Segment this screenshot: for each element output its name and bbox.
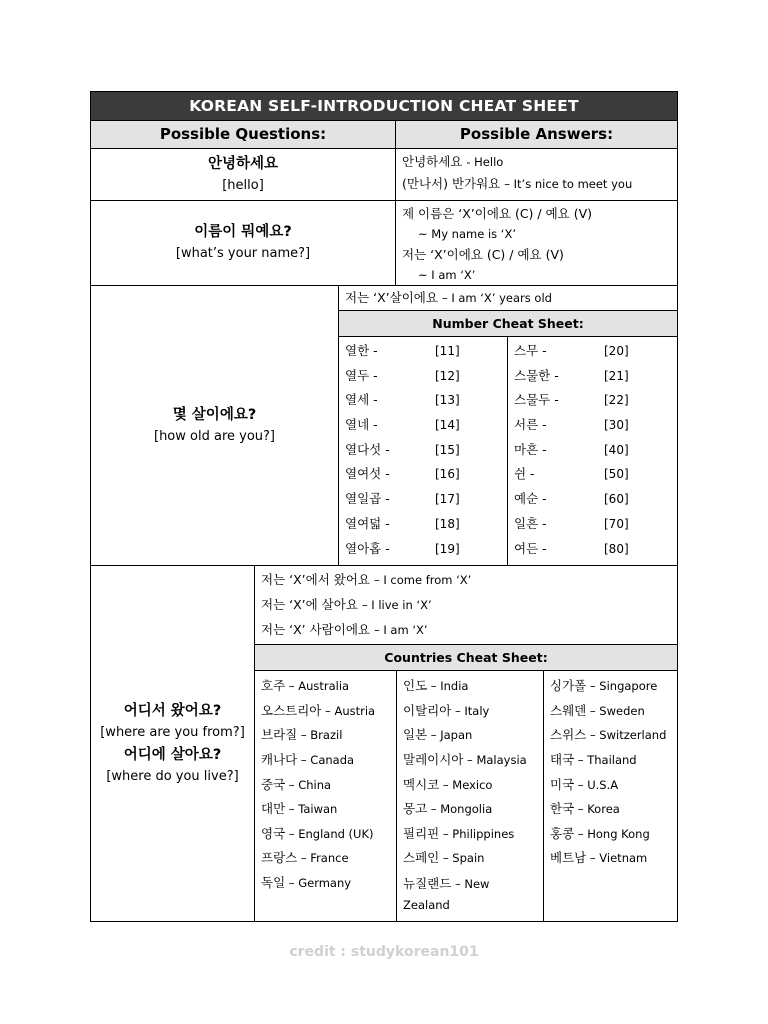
number-korean: 스물한 -: [514, 367, 559, 383]
country-item: [261, 748, 392, 773]
country-item: [403, 846, 539, 871]
number-row: [514, 364, 677, 389]
country-korean: 이탈리아: [403, 702, 452, 718]
country-separator: –: [574, 826, 588, 841]
country-english: Philippines: [452, 826, 515, 841]
number-value: [20]: [604, 344, 629, 358]
country-korean: 일본: [403, 727, 428, 743]
country-separator: –: [439, 851, 453, 866]
answer-line: 제 이름은 ‘X’이에요 (C) / 예요 (V): [402, 206, 593, 221]
age-answer-line: [339, 286, 677, 311]
country-korean: 오스트리아: [261, 702, 322, 718]
number-row: [514, 462, 677, 487]
country-separator: –: [574, 777, 588, 792]
country-korean: 브라질: [261, 727, 298, 743]
country-korean: 스웨덴: [550, 702, 587, 718]
answer-line: [402, 151, 671, 173]
country-korean: 영국: [261, 825, 286, 841]
name-row: [91, 201, 677, 286]
country-english: Spain: [452, 851, 485, 866]
number-korean: 열여섯 -: [345, 466, 390, 482]
number-row: [345, 339, 507, 364]
hello-row: [91, 149, 677, 201]
answers-header: Possible Answers:: [459, 125, 614, 143]
answer-translation: ~ My name is ‘X’: [418, 227, 516, 241]
hello-question: [91, 149, 396, 200]
country-item: [261, 674, 392, 699]
number-korean: 열네 -: [345, 417, 378, 433]
country-english: France: [310, 851, 349, 866]
country-korean: 독일: [261, 875, 286, 891]
country-korean: 스페인: [403, 850, 440, 866]
number-row: [345, 413, 507, 438]
answer-line: 저는 ‘X’이에요 (C) / 예요 (V): [402, 247, 564, 262]
countries-column-2: [397, 671, 544, 921]
country-item: [550, 699, 673, 724]
country-korean: 뉴질랜드: [403, 876, 452, 892]
number-value: [40]: [604, 442, 629, 457]
number-row: [345, 537, 507, 562]
country-korean: 캐나다: [261, 752, 298, 768]
country-separator: –: [586, 728, 600, 743]
country-korean: 싱가폴: [550, 678, 587, 694]
country-korean: 베트남: [550, 850, 587, 866]
country-item: [261, 846, 392, 871]
question-korean: 몇 살이에요?: [172, 406, 257, 423]
hello-answers: [396, 149, 677, 200]
name-question: [91, 201, 396, 285]
number-row: [514, 487, 677, 512]
countries-grid: [255, 671, 677, 921]
country-english: Hong Kong: [587, 826, 650, 841]
number-grid: [339, 337, 677, 565]
answer-translation: ~ I am ‘X’: [418, 268, 476, 282]
country-english: Mexico: [452, 777, 493, 792]
country-separator: –: [586, 679, 600, 694]
number-korean: 열세 -: [345, 392, 378, 408]
countries-cheat-sheet-title: Countries Cheat Sheet:: [255, 645, 677, 671]
number-value: [11]: [435, 344, 460, 358]
name-answers: [396, 201, 677, 285]
country-separator: –: [297, 728, 311, 743]
country-korean: 스위스: [550, 727, 587, 743]
country-english: India: [440, 679, 469, 694]
country-separator: –: [451, 703, 465, 718]
question-korean: 어디에 살아요?: [123, 746, 222, 763]
number-korean: 열일곱 -: [345, 491, 390, 507]
number-row: [345, 462, 507, 487]
question-english: [where do you live?]: [106, 768, 239, 784]
answer-english: – I am ‘X’: [373, 622, 428, 637]
age-question: [91, 286, 339, 565]
question-korean: 이름이 뭐예요?: [194, 224, 292, 240]
country-separator: –: [586, 851, 600, 866]
number-value: [19]: [435, 541, 460, 556]
number-korean: 서른 -: [514, 417, 547, 433]
country-separator: –: [285, 802, 299, 817]
question-english: [where are you from?]: [100, 724, 245, 740]
country-item: [403, 822, 539, 847]
country-row: [91, 566, 677, 921]
header-row: [91, 121, 677, 149]
country-separator: –: [285, 876, 299, 891]
number-row: [514, 438, 677, 463]
number-korean: 여든 -: [514, 540, 547, 556]
country-english: Japan: [440, 728, 473, 743]
country-answers: [255, 566, 677, 921]
country-question: [91, 566, 255, 921]
country-english: China: [298, 777, 332, 792]
country-english: Australia: [298, 679, 350, 694]
country-item: [550, 773, 673, 798]
answer-english: – I come from ‘X’: [373, 573, 472, 588]
answer-line: [261, 618, 671, 643]
country-korean: 말레이시아: [403, 752, 464, 768]
number-value: [21]: [604, 368, 629, 383]
number-row: [345, 512, 507, 537]
country-item: [261, 822, 392, 847]
country-english: Austria: [334, 703, 376, 718]
country-item: [261, 797, 392, 822]
country-separator: –: [427, 802, 441, 817]
answer-korean: (만나서) 반가워요: [402, 176, 505, 191]
number-value: [30]: [604, 418, 629, 433]
number-row: [514, 512, 677, 537]
number-value: [17]: [435, 492, 460, 507]
number-column-left: [339, 337, 508, 565]
number-korean: 쉰 -: [514, 466, 535, 482]
country-english: Malaysia: [476, 753, 527, 768]
question-english: [how old are you?]: [154, 428, 275, 444]
number-row: [514, 537, 677, 562]
answer-korean: 안녕하세요: [402, 154, 467, 169]
number-row: [345, 364, 507, 389]
country-english: Switzerland: [599, 728, 667, 743]
number-value: [60]: [604, 492, 629, 507]
country-english: Germany: [298, 876, 352, 891]
answer-english: – I am ‘X’ years old: [441, 291, 552, 305]
country-separator: –: [586, 703, 600, 718]
country-separator: –: [463, 753, 477, 768]
answer-english: – It’s nice to meet you: [504, 177, 633, 191]
questions-header: Possible Questions:: [91, 121, 396, 148]
country-item: [550, 674, 673, 699]
country-item: [261, 773, 392, 798]
country-korean: 프랑스: [261, 850, 298, 866]
sheet-title: KOREAN SELF-INTRODUCTION CHEAT SHEET: [91, 92, 677, 121]
answer-line: [261, 593, 671, 618]
country-korean: 태국: [550, 752, 575, 768]
answer-korean: 저는 ‘X’살이에요: [345, 290, 442, 305]
age-answers: [339, 286, 677, 565]
country-english: Mongolia: [440, 802, 493, 817]
country-item: [261, 699, 392, 724]
country-english: Taiwan: [298, 802, 338, 817]
answer-english: - Hello: [466, 155, 504, 169]
country-item: [550, 797, 673, 822]
answer-line: [261, 568, 671, 593]
country-separator: –: [321, 703, 335, 718]
number-value: [50]: [604, 467, 629, 482]
number-korean: 스물두 -: [514, 392, 559, 408]
number-value: [16]: [435, 467, 460, 482]
country-separator: –: [439, 826, 453, 841]
country-separator: –: [574, 802, 588, 817]
country-english: England (UK): [298, 826, 374, 841]
number-row: [514, 413, 677, 438]
number-value: [13]: [435, 393, 460, 408]
country-item: [261, 871, 392, 896]
country-item: [403, 674, 539, 699]
number-cheat-sheet-title: Number Cheat Sheet:: [339, 311, 677, 337]
country-korean: 호주: [261, 678, 286, 694]
number-row: [514, 339, 677, 364]
credit-text: credit : studykorean101: [289, 944, 479, 960]
country-answer-lines: [255, 566, 677, 645]
answer-korean: 저는 ‘X’에서 왔어요: [261, 572, 374, 588]
answer-line: [402, 173, 671, 195]
country-item: [550, 822, 673, 847]
country-separator: –: [427, 679, 441, 694]
number-value: [15]: [435, 442, 460, 457]
number-row: [345, 487, 507, 512]
country-item: [403, 797, 539, 822]
number-korean: 열다섯 -: [345, 441, 390, 457]
country-english: Italy: [464, 703, 490, 718]
number-value: [12]: [435, 368, 460, 383]
number-row: [514, 388, 677, 413]
country-english: Sweden: [599, 703, 645, 718]
country-english: Thailand: [587, 753, 637, 768]
country-korean: 인도: [403, 678, 428, 694]
answer-korean: 저는 ‘X’ 사람이에요: [261, 621, 374, 637]
country-english: New Zealand: [403, 877, 490, 912]
country-separator: –: [285, 826, 299, 841]
number-row: [345, 388, 507, 413]
number-korean: 열한 -: [345, 343, 378, 358]
country-korean: 미국: [550, 776, 575, 792]
country-separator: –: [285, 679, 299, 694]
answer-english: – I live in ‘X’: [361, 597, 432, 612]
country-korean: 중국: [261, 776, 286, 792]
country-separator: –: [451, 877, 465, 892]
cheat-sheet-table: [90, 91, 678, 922]
country-korean: 대만: [261, 801, 286, 817]
number-korean: 예순 -: [514, 491, 547, 507]
question-korean: 어디서 왔어요?: [123, 702, 222, 719]
country-separator: –: [574, 753, 588, 768]
country-english: Brazil: [310, 728, 343, 743]
number-column-right: [508, 337, 677, 565]
question-korean: 안녕하세요: [207, 155, 279, 172]
number-value: [22]: [604, 393, 629, 408]
country-item: [550, 846, 673, 871]
country-korean: 몽고: [403, 801, 428, 817]
country-english: Vietnam: [599, 851, 648, 866]
number-korean: 스무 -: [514, 343, 547, 358]
number-korean: 마흔 -: [514, 441, 547, 457]
number-korean: 열여덟 -: [345, 515, 390, 531]
country-item: [261, 723, 392, 748]
country-separator: –: [427, 728, 441, 743]
country-separator: –: [297, 851, 311, 866]
country-english: Singapore: [599, 679, 658, 694]
country-korean: 홍콩: [550, 825, 575, 841]
country-item: [403, 773, 539, 798]
country-item: [403, 871, 539, 915]
country-item: [403, 723, 539, 748]
number-value: [14]: [435, 418, 460, 433]
question-english: [what’s your name?]: [175, 246, 311, 261]
answer-korean: 저는 ‘X’에 살아요: [261, 596, 362, 612]
country-korean: 멕시코: [403, 776, 440, 792]
age-row: [91, 286, 677, 566]
country-korean: 한국: [550, 801, 575, 817]
country-separator: –: [439, 777, 453, 792]
country-english: U.S.A: [587, 777, 619, 792]
country-separator: –: [297, 753, 311, 768]
number-value: [80]: [604, 541, 629, 556]
country-english: Canada: [310, 753, 355, 768]
country-english: Korea: [587, 802, 620, 817]
number-korean: 일흔 -: [514, 515, 547, 531]
country-item: [550, 748, 673, 773]
number-korean: 열아홉 -: [345, 540, 390, 556]
country-item: [403, 699, 539, 724]
question-english: [hello]: [222, 177, 264, 193]
number-korean: 열두 -: [345, 367, 378, 383]
number-value: [18]: [435, 516, 460, 531]
number-value: [70]: [604, 516, 629, 531]
country-item: [403, 748, 539, 773]
countries-column-3: [544, 671, 677, 921]
number-row: [345, 438, 507, 463]
country-korean: 필리핀: [403, 825, 440, 841]
country-separator: –: [285, 777, 299, 792]
country-item: [550, 723, 673, 748]
countries-column-1: [255, 671, 397, 921]
